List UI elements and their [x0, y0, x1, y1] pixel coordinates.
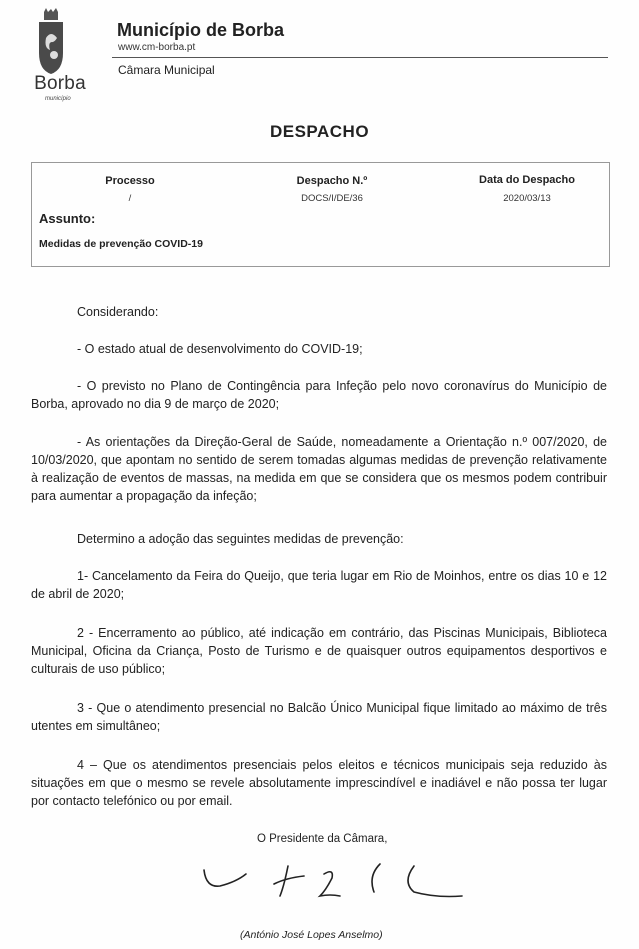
body-paragraph: - As orientações da Direção-Geral de Saúde, nomeadamente a Orientação n.º 007/2020, de 10/03/2020, que apontam no sentido de serem tomadas algumas medidas de prevenção relativamente à realização de eventos de massas, na medida em que se considera que os mesmos podem contribuir para aumentar a propagação da infeção;	[31, 435, 607, 503]
body-paragraph: 4 – Que os atendimentos presenciais pelos eleitos e técnicos municipais seja reduzido às situações em que o mesmo se revele absolutamente imprescindível e inadiável e não possa ter lugar por contacto telefónico ou por email.	[31, 758, 607, 808]
organization-unit: Câmara Municipal	[118, 63, 215, 77]
logo-wordmark: Borba	[34, 73, 86, 94]
body-paragraph: 1- Cancelamento da Feira do Queijo, que teria lugar em Rio de Moinhos, entre os dias 10 e 12 de abril de 2020;	[31, 569, 607, 601]
summary-box	[31, 162, 610, 267]
organization-name: Município de Borba	[117, 20, 285, 40]
logo-subtext: município	[45, 96, 71, 102]
closing-line: O Presidente da Câmara,	[257, 833, 388, 845]
body-paragraph: 2 - Encerramento ao público, até indicação em contrário, das Piscinas Municipais, Biblioteca Municipal, Oficina da Criança, Posto de Turismo e de quaisquer outros equipamentos desportivos e culturais de uso público;	[31, 626, 607, 676]
dispatch-date-label: Data do Despacho	[479, 174, 575, 186]
body-paragraph: 3 - Que o atendimento presencial no Balcão Único Municipal fique limitado ao máximo de três utentes em simultâneo;	[31, 701, 607, 733]
handwritten-signature	[196, 856, 466, 914]
dispatch-number-value: DOCS/I/DE/36	[301, 193, 363, 204]
body-paragraph: - O estado atual de desenvolvimento do COVID-19;	[77, 342, 363, 356]
process-value: /	[128, 193, 132, 204]
process-label: Processo	[105, 175, 155, 187]
body-paragraph: Considerando:	[77, 305, 159, 319]
header-divider	[112, 57, 608, 58]
subject-label: Assunto:	[39, 211, 96, 226]
subject-value: Medidas de prevenção COVID-19	[39, 238, 203, 250]
body-paragraph: - O previsto no Plano de Contingência para Infeção pelo novo coronavírus do Município de Borba, aprovado no dia 9 de março de 2020;	[31, 379, 607, 411]
dispatch-number-label: Despacho N.º	[296, 175, 368, 187]
signer-name: (António José Lopes Anselmo)	[240, 929, 383, 941]
body-paragraph: Determino a adoção das seguintes medidas de prevenção:	[77, 532, 404, 546]
document-title: DESPACHO	[269, 122, 370, 141]
dispatch-date-value: 2020/03/13	[503, 193, 551, 204]
organization-website: www.cm-borba.pt	[118, 42, 196, 53]
